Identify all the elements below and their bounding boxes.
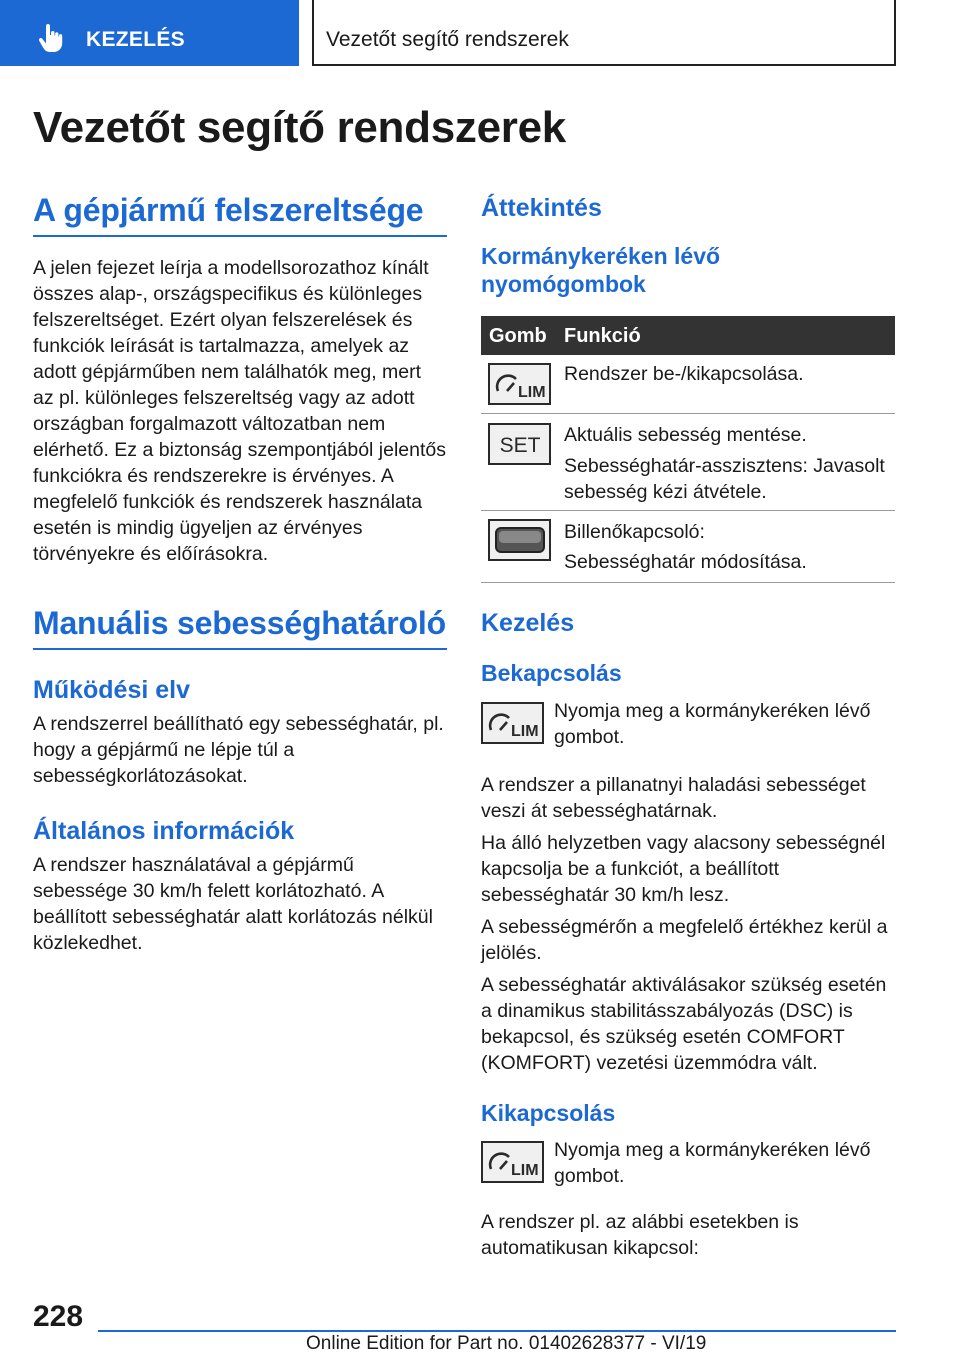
- chapter-tab[interactable]: [0, 0, 299, 66]
- general-paragraph: A rendszer használatával a gépjármű sebessége 30 km/h felett korlátozható. A beállított sebességhatár alatt korlátozás nélkül közlekedhet.: [33, 854, 433, 954]
- switch-on-instruction: [481, 698, 895, 758]
- breadcrumb-text: Vezetőt segítő rendszerek: [326, 28, 569, 51]
- section-title-speed-limiter: Manuális sebességhatároló: [33, 605, 447, 650]
- lim-button-icon: [481, 702, 544, 744]
- page-number: 228: [33, 1300, 84, 1333]
- subsection-title-principle: Működési elv: [33, 676, 190, 704]
- switch-on-title: Bekapcsolás: [481, 660, 622, 687]
- table-header-function: Funkció: [564, 325, 641, 348]
- lim-button-icon: [488, 363, 551, 405]
- switch-off-title: Kikapcsolás: [481, 1099, 616, 1126]
- switch-on-paragraph: A rendszer a pillanatnyi haladási sebességet veszi át sebességhatárnak.: [481, 773, 866, 822]
- switch-on-instruction-text: Nyomja meg a kormánykeréken lévő gombot.: [554, 699, 871, 748]
- table-row: [481, 414, 895, 511]
- right-column: [481, 190, 895, 1261]
- principle-paragraph: A rendszerrel beállítható egy sebességhatár, pl. hogy a gépjármű ne lépje túl a sebességkorlátozásokat.: [33, 713, 444, 787]
- switch-on-paragraph: Ha álló helyzetben vagy alacsony sebességnél kapcsolja be a funkciót, a beállított sebességhatár 30 km/h lesz.: [481, 831, 886, 906]
- footer-divider: [98, 1330, 896, 1332]
- table-cell-function: Rendszer be-/kikapcsolása.: [564, 363, 804, 386]
- switch-off-paragraph: A rendszer pl. az alábbi esetekben is automatikusan kikapcsol:: [481, 1211, 799, 1260]
- svg-text:LIM: LIM: [510, 1162, 539, 1180]
- switch-off-instruction-text: Nyomja meg a kormánykeréken lévő gombot.: [554, 1139, 871, 1188]
- steering-buttons-title: Kormánykeréken lévő nyomógombok: [481, 243, 721, 297]
- table-cell-function: Billenőkapcsoló:: [564, 521, 705, 544]
- breadcrumb: [312, 0, 896, 66]
- page-title: Vezetőt segítő rendszerek: [33, 103, 566, 152]
- hand-pointer-icon: [38, 24, 64, 52]
- svg-text:LIM: LIM: [517, 384, 546, 402]
- equipment-paragraph: A jelen fejezet leírja a modellsorozathoz kínált összes alap-, országspecifikus és különleges felszereltséget. Ezért olyan felszerelések és funkciók leírását is tartalmazza, amelyek az adott gépjárműben nem találhatók meg, mert az pl. különleges felszereltség vagy az adott országban forgalmazott változatban nem elérhető. Ez a biztonság szempontjából jelentős funkciókra és rendszerekre is érvényes. A megfelelő funkciók és rendszerek használata esetén is mindig ügyeljen az érvényes törvényekre és előírásokra.: [33, 257, 447, 565]
- table-cell-function: Aktuális sebesség mentése.: [564, 424, 807, 447]
- chapter-tab-label: KEZELÉS: [86, 28, 185, 51]
- rocker-switch-icon: [488, 519, 551, 561]
- left-column: [33, 190, 447, 956]
- subsection-title-general: Általános információk: [33, 817, 295, 845]
- set-button-icon: [488, 423, 551, 465]
- lim-button-icon: [481, 1141, 544, 1183]
- operation-title: Kezelés: [481, 609, 575, 638]
- svg-text:SET: SET: [499, 434, 540, 458]
- switch-off-instruction: [481, 1137, 895, 1197]
- table-header-row: [481, 316, 895, 355]
- svg-text:LIM: LIM: [510, 722, 539, 740]
- buttons-table: [481, 316, 895, 583]
- footer-edition: Online Edition for Part no. 01402628377 - VI/19: [306, 1333, 707, 1354]
- overview-title: Áttekintés: [481, 194, 602, 222]
- section-title-equipment: A gépjármű felszereltsége: [33, 192, 447, 237]
- table-row: [481, 355, 895, 414]
- page-header: [0, 0, 960, 66]
- table-row: [481, 511, 895, 583]
- switch-on-paragraph: A sebességhatár aktiválásakor szükség esetén a dinamikus stabilitásszabályozás (DSC) is bekapcsol, és szükség esetén COMFORT (KOMFORT) vezetési üzemmódra vált.: [481, 973, 887, 1074]
- switch-on-paragraph: A sebességmérőn a megfelelő értékhez kerül a jelölés.: [481, 915, 888, 964]
- table-cell-function: Sebességhatár módosítása.: [564, 551, 807, 574]
- table-header-button: Gomb: [489, 325, 547, 348]
- table-cell-function: Sebességhatár-asszisztens: Javasolt sebesség kézi átvétele.: [564, 455, 885, 504]
